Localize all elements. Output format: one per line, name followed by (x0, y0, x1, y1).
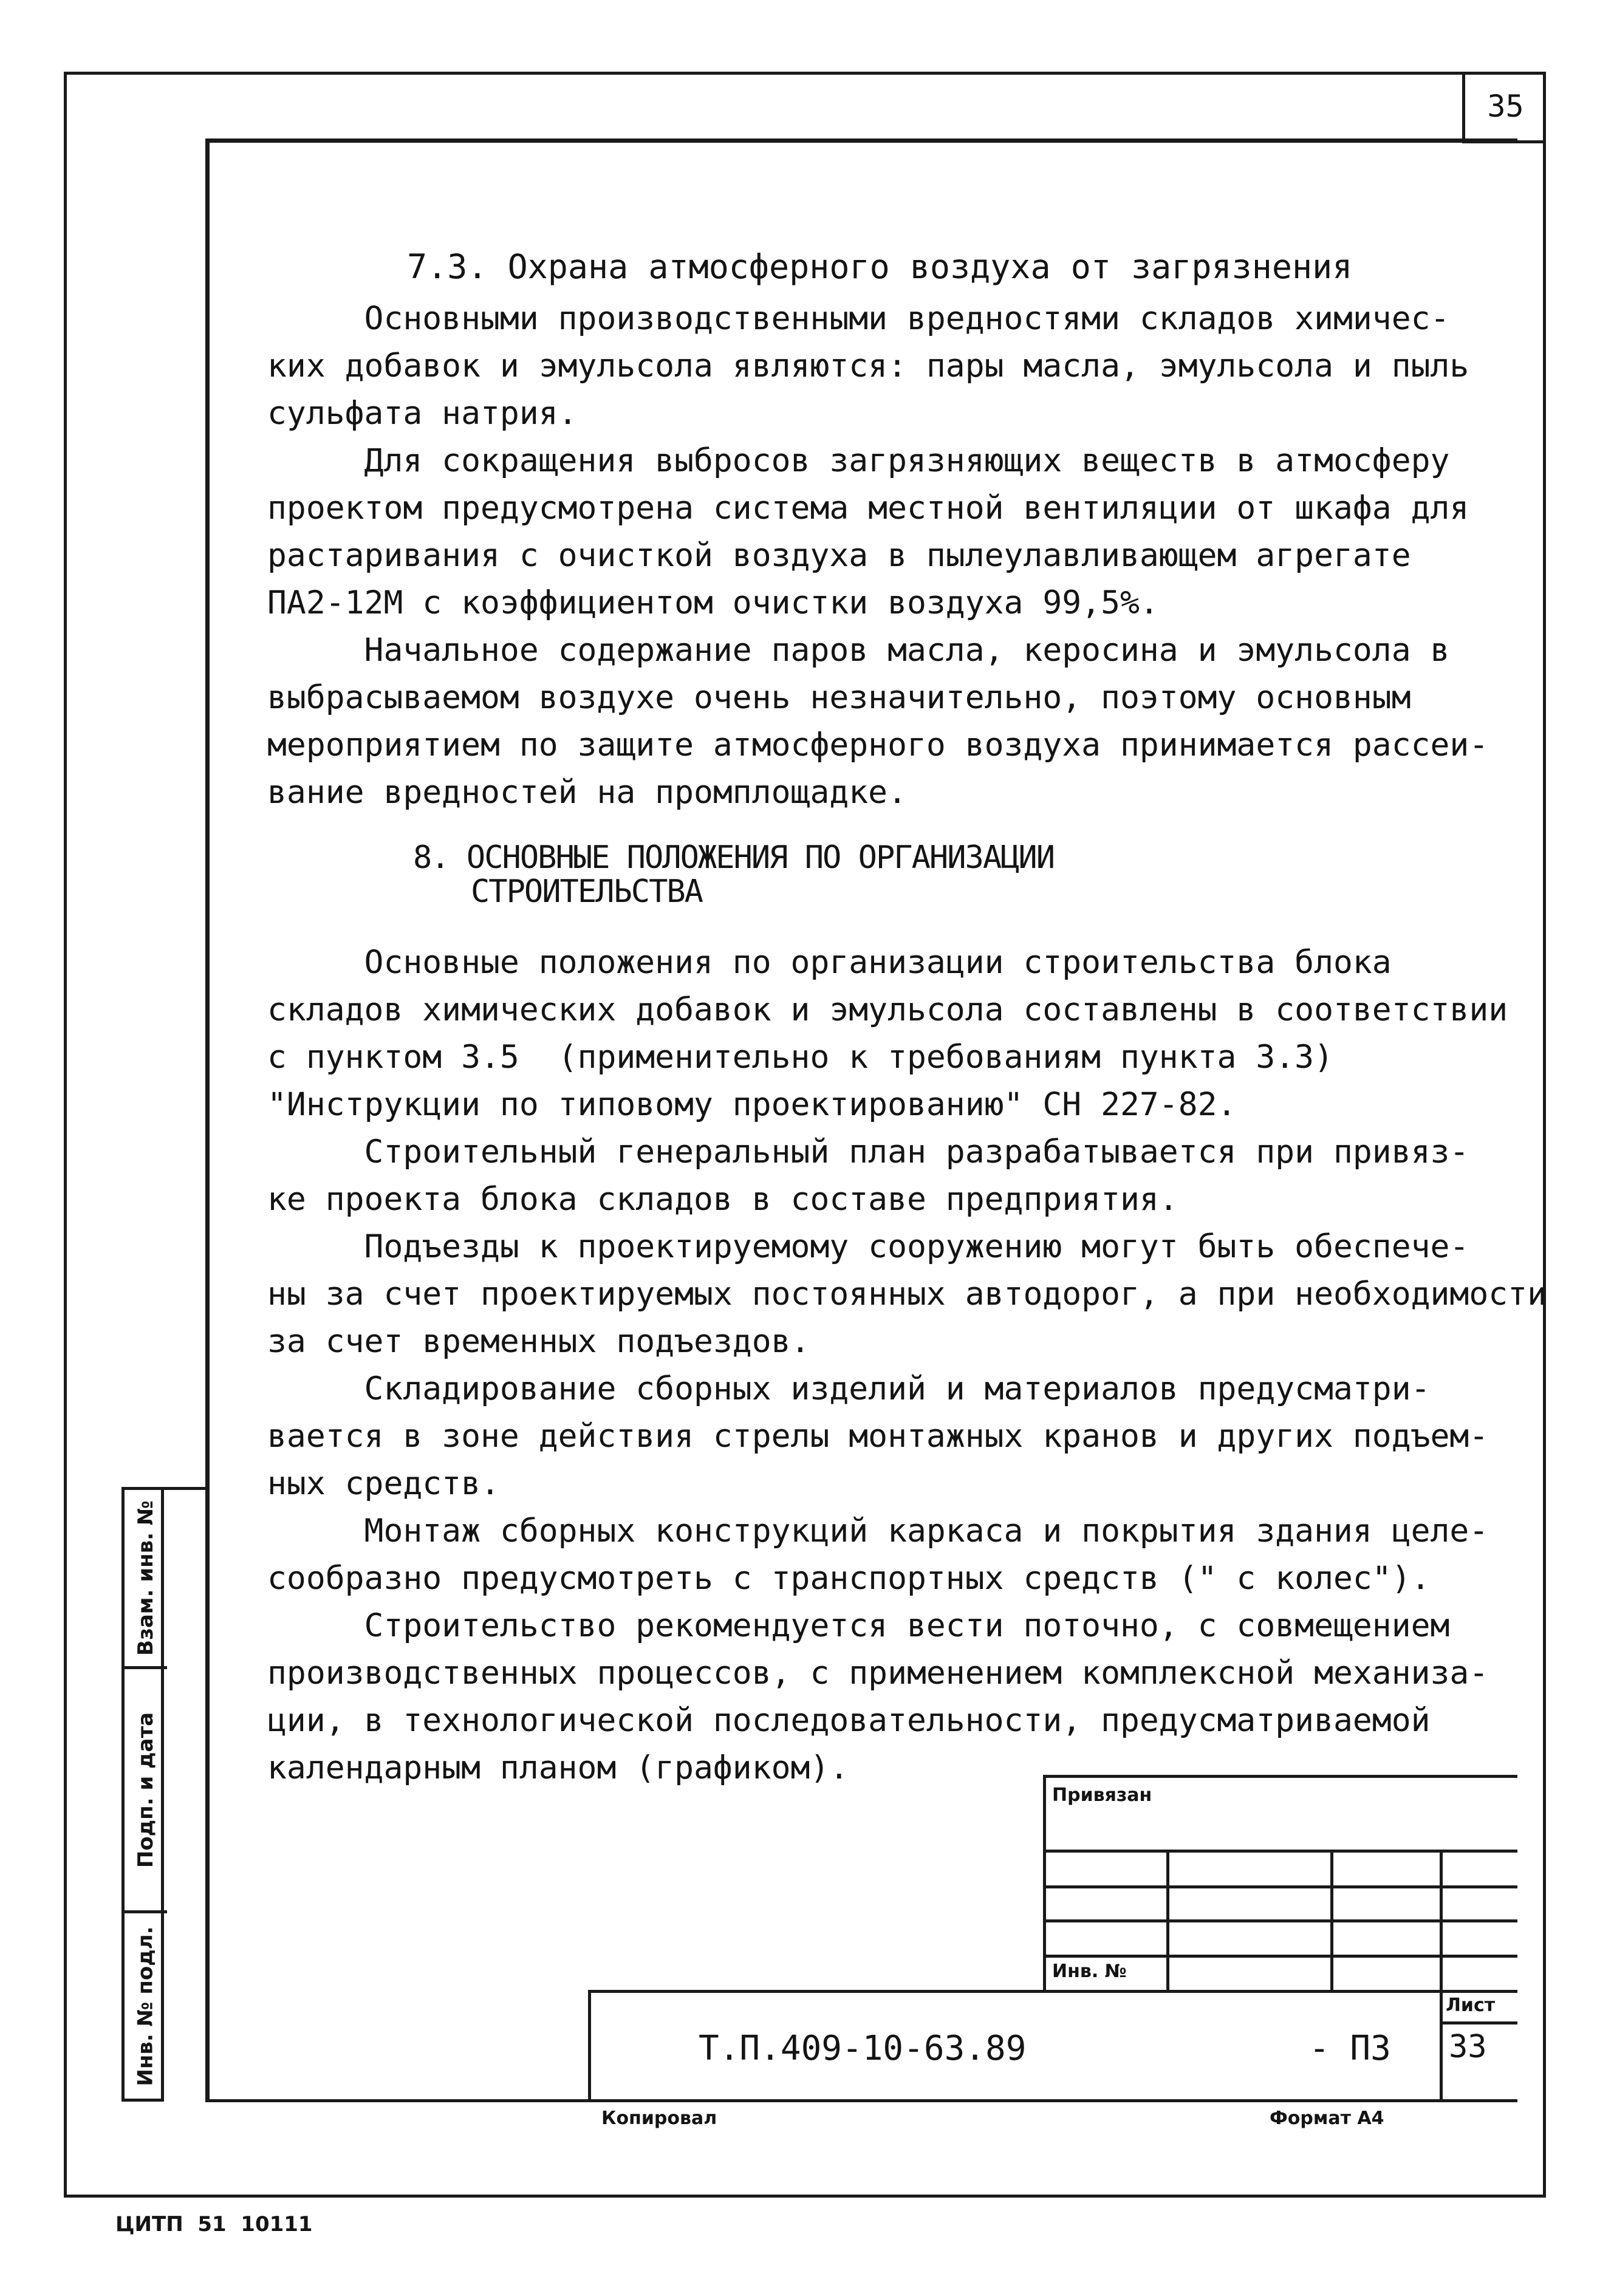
section-8-line: Основные положения по организации строительства блока (267, 944, 1392, 981)
section-7-3-line: ких добавок и эмульсола являются: пары масла, эмульсола и пыль (267, 347, 1469, 384)
grid-row-line (1043, 1885, 1517, 1888)
section-8-line: ны за счет проектируемых постоянных автодорог, а при необходимости (267, 1276, 1547, 1313)
sheet-number: 33 (1449, 2029, 1487, 2065)
section-7-3-heading: 7.3. Охрана атмосферного воздуха от загрязнения (407, 247, 1353, 286)
section-8-heading: 8. ОСНОВНЫЕ ПОЛОЖЕНИЯ ПО ОРГАНИЗАЦИИ (413, 839, 1055, 876)
copied-by-label: Копировал (601, 2108, 717, 2129)
document-code: Т.П.409-10-63.89 (699, 2029, 1027, 2068)
grid-col-line (1330, 1850, 1333, 1990)
stamp-sheet-divider (1440, 1990, 1443, 2102)
printer-mark: ЦИТП 51 10111 (115, 2212, 313, 2236)
section-7-3-line: проектом предусмотрена система местной вентиляции от шкафа для (267, 490, 1469, 527)
section-8-line: ции, в технологической последовательности, предусматриваемой (267, 1702, 1431, 1739)
grid-row-line (1043, 1955, 1517, 1958)
side-stamp-connector (164, 1487, 205, 1490)
section-8-line: производственных процессов, с применением комплексной механиза- (267, 1655, 1489, 1692)
side-stamp-original-inv: Инв. № подл. (134, 1925, 158, 2086)
side-stamp-signature-date: Подп. и дата (125, 1669, 167, 1913)
section-7-3-line: сульфата натрия. (267, 395, 578, 432)
page-content (267, 243, 1547, 1792)
section-8-line: вается в зоне действия стрелы монтажных кранов и других подъем- (267, 1418, 1489, 1455)
section-8-line: складов химических добавок и эмульсола составлены в соответствии (267, 991, 1508, 1028)
section-7-3-line: вание вредностей на промплощадке. (267, 774, 907, 811)
section-8-line: Монтаж сборных конструкций каркаса и покрытия здания целе- (267, 1512, 1489, 1549)
section-8-line: Складирование сборных изделий и материалов предусматри- (267, 1370, 1431, 1407)
section-8-line: Строительный генеральный план разрабатывается при привяз- (267, 1133, 1469, 1170)
section-8-line: Подъезды к проектируемому сооружению могут быть обеспече- (267, 1228, 1469, 1265)
section-7-3-line: растаривания с очисткой воздуха в пылеулавливающем агрегате (267, 537, 1411, 574)
section-8-line: ных средств. (267, 1465, 500, 1502)
inventory-label: Инв. № (1052, 1961, 1127, 1982)
section-8-heading-cont: СТРОИТЕЛЬСТВА (471, 873, 702, 910)
stamp-bottom-line (205, 2099, 1517, 2102)
attached-label: Привязан (1052, 1785, 1152, 1806)
section-8-line: календарным планом (графиком). (267, 1749, 849, 1786)
section-8-line: сообразно предусмотреть с транспортных средств (" с колес"). (267, 1560, 1431, 1597)
section-7-3-line: Основными производственными вредностями складов химичес- (267, 300, 1450, 337)
grid-col-line (1440, 1850, 1443, 1990)
section-8-line: ке проекта блока складов в составе предприятия. (267, 1181, 1178, 1218)
stamp-sheet-line (1440, 2021, 1517, 2024)
stamp-top-line (588, 1990, 1517, 1993)
section-8-line: Строительство рекомендуется вести поточно, с совмещением (267, 1607, 1450, 1644)
document-part: - ПЗ (1309, 2029, 1391, 2068)
side-stamp (121, 1487, 164, 2102)
section-7-3-line: ПА2-12М с коэффициентом очистки воздуха 99,5%. (267, 584, 1159, 621)
grid-row-line (1043, 1919, 1517, 1922)
section-8-line: с пунктом 3.5 (применительно к требованиям пункта 3.3) (267, 1039, 1333, 1076)
section-8-line: "Инструкции по типовому проектированию" СН 227-82. (267, 1086, 1237, 1123)
stamp-left-line (588, 1990, 591, 2102)
page-number-text: 35 (1487, 88, 1524, 124)
grid-col-line (1166, 1850, 1169, 1990)
sheet-label: Лист (1446, 1995, 1496, 2016)
section-7-3-line: выбрасываемом воздухе очень незначительно, поэтому основным (267, 679, 1411, 716)
grid-row-line (1043, 1850, 1517, 1853)
section-7-3-line: Для сокращения выбросов загрязняющих веществ в атмосферу (267, 442, 1450, 479)
format-label: Формат А4 (1270, 2108, 1384, 2129)
section-8-line: за счет временных подъездов. (267, 1323, 810, 1360)
page-number (1462, 72, 1546, 143)
section-7-3-line: Начальное содержание паров масла, керосина и эмульсола в (267, 632, 1450, 669)
side-stamp-replacement-inv: Взам. инв. № (125, 1490, 167, 1669)
section-7-3-line: мероприятием по защите атмосферного воздуха принимается рассеи- (267, 726, 1489, 764)
